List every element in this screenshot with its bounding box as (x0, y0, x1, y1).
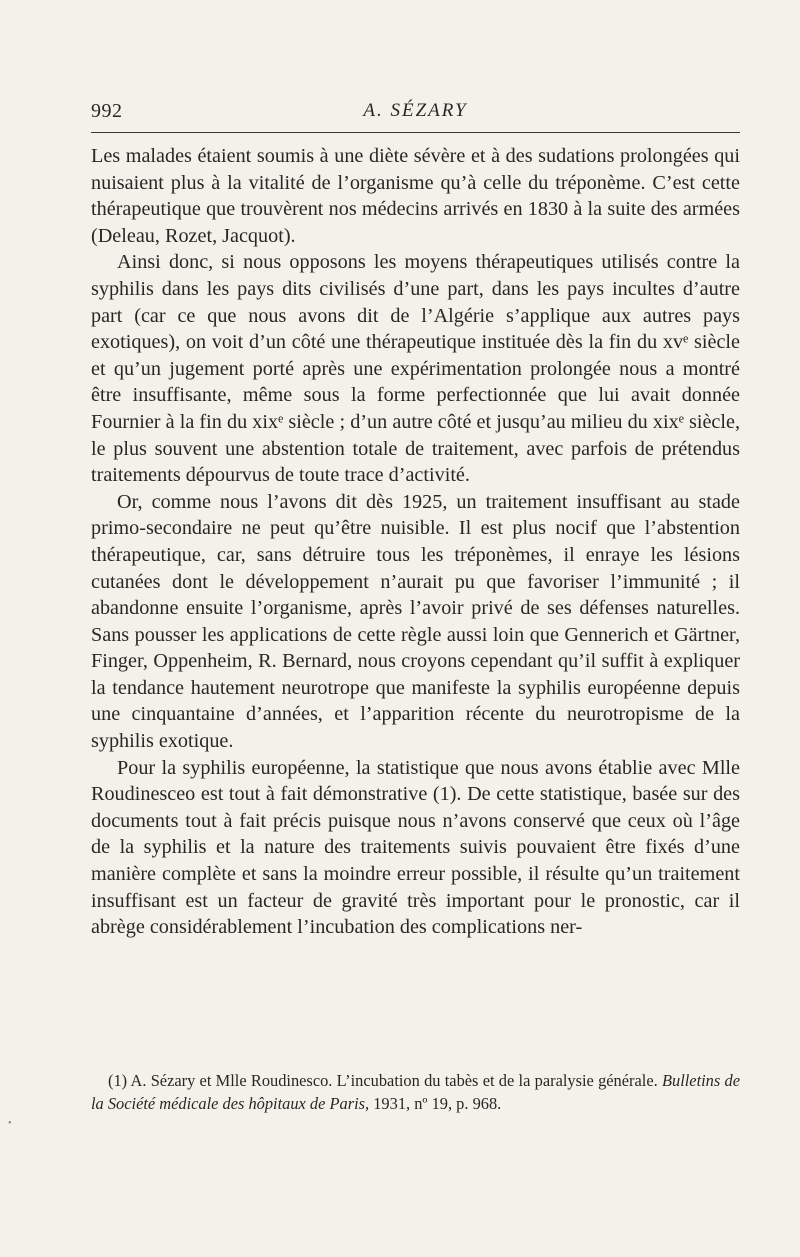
paragraph-1: Les malades étaient soumis à une diète sévère et à des sudations prolongées qui nuisaient plus à la vitalité de l’organisme qu’à celle du tréponème. C’est cette thérapeutique que trouvèrent nos médecins arrivés en 1830 à la suite des armées (Deleau, Rozet, Jacquot). (91, 145, 740, 247)
paragraph-3: Or, comme nous l’avons dit dès 1925, un traitement insuffisant au stade primo-secondaire ne peut qu’être nuisible. Il est plus nocif que l’abstention thérapeutique, car, sans détruire tous les tréponèmes, il enraye les lésions cutanées dont le développement n’aurait pu que favoriser l’immunité ; il abandonne ensuite l’organisme, après l’avoir privé de ses défenses naturelles. Sans pousser les applications de cette règle aussi loin que Gennerich et Gärtner, Finger, Oppenheim, R. Bernard, nous croyons cependant qu’il suffit à expliquer la tendance hautement neurotrope que manifeste la syphilis européenne depuis une cinquantaine d’années, et l’apparition récente du neurotropisme de la syphilis exotique. (91, 490, 740, 753)
footnote (91, 1070, 740, 1115)
body-text (91, 143, 740, 941)
header-rule (91, 132, 740, 133)
footnote-area (91, 1070, 740, 1115)
footnote-lead: (1) A. Sézary et Mlle Roudinesco. L’incubation du tabès et de la paralysie générale. (108, 1071, 658, 1090)
footnote-journal: Bulletins de la Société médicale des hôpitaux de Paris, (91, 1071, 741, 1113)
page-number: 992 (91, 100, 123, 122)
running-head: A. SÉZARY (363, 100, 468, 121)
margin-mark: • (8, 1118, 12, 1129)
paragraph-4: Pour la syphilis européenne, la statistique que nous avons établie avec Mlle Roudinesceo est tout à fait démonstrative (1). De cette statistique, basée sur des documents tout à fait précis puisque nous n’avons conservé que ceux où l’âge de la syphilis et la nature des traitements suivis pouvaient être fixés d’une manière complète et sans la moindre erreur possible, il résulte qu’un traitement insuffisant est un facteur de gravité très important pour le pronostic, car il abrège considérablement l’incubation des complications ner- (91, 756, 740, 939)
footnote-tail: 1931, nº 19, p. 968. (373, 1093, 502, 1113)
paragraph-2: Ainsi donc, si nous opposons les moyens thérapeutiques utilisés contre la syphilis dans les pays dits civilisés d’une part, dans les pays incultes d’autre part (car ce que nous avons dit de l’Algérie s’applique aux autres pays exotiques), on voit d’un côté une thérapeutique instituée dès la fin du xvᵉ siècle et qu’un jugement porté après une expérimentation prolongée nous a montré être insuffisante, même sous la forme perfectionnée que lui avait donnée Fournier à la fin du xixᵉ siècle ; d’un autre côté et jusqu’au milieu du xixᵉ siècle, le plus souvent une abstention totale de traitement, avec parfois de prétendus traitements dépourvus de toute trace d’activité. (91, 251, 740, 487)
page-header (91, 96, 740, 126)
